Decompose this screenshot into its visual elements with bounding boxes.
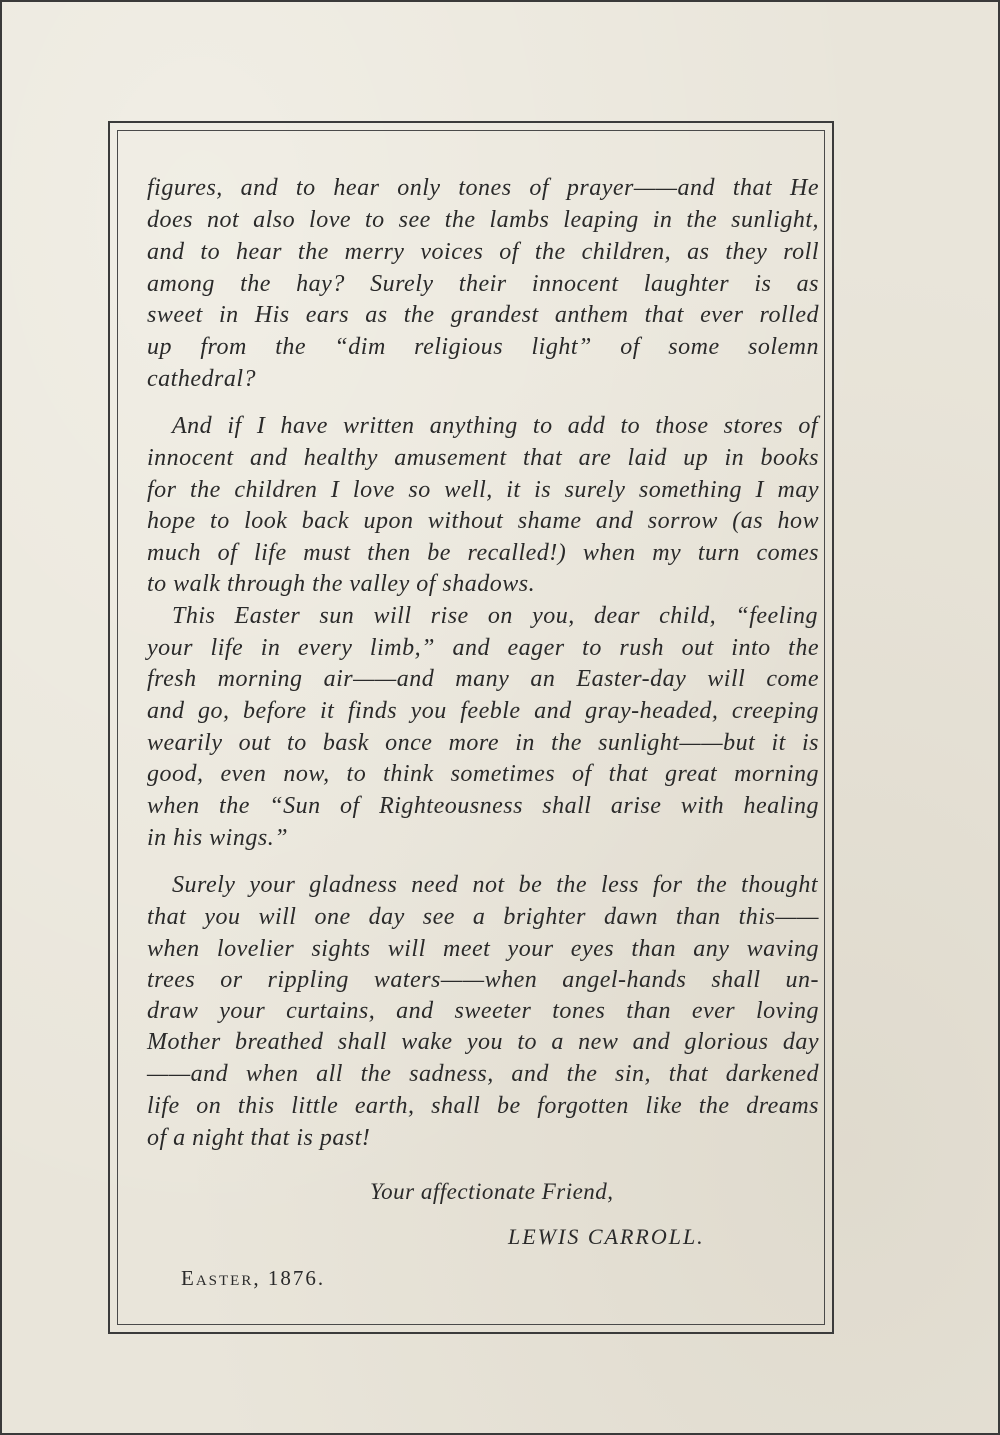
text-line: Mother breathed shall wake you to a new and glorious day [147,1029,819,1055]
text-line: fresh morning air——and many an Easter-day will come [147,666,819,692]
text-line: up from the “dim religious light” of some solemn [147,334,819,360]
text-line: of a night that is past! [147,1125,371,1151]
text-line: does not also love to see the lambs leaping in the sunlight, [147,207,819,233]
text-line: in his wings.” [147,825,289,851]
text-line: when the “Sun of Righteousness shall arise with healing [147,793,819,819]
text-line: hope to look back upon without shame and sorrow (as how [147,508,819,534]
text-line: innocent and healthy amusement that are laid up in books [147,445,819,471]
text-line: cathedral? [147,366,256,392]
date-line: Easter, 1876. [181,1266,326,1290]
text-line: that you will one day see a brighter dawn than this—— [147,904,819,930]
text-line: ——and when all the sadness, and the sin, that darkened [147,1061,819,1087]
text-line: for the children I love so well, it is surely something I may [147,477,819,503]
text-line: Surely your gladness need not be the less for the thought [172,872,818,898]
text-line: trees or rippling waters——when angel-hands shall un- [147,967,819,993]
text-line: sweet in His ears as the grandest anthem that ever rolled [147,302,819,328]
text-line: when lovelier sights will meet your eyes than any waving [147,936,819,962]
text-line: draw your curtains, and sweeter tones than ever loving [147,998,819,1024]
author-signature: LEWIS CARROLL. [508,1224,705,1249]
text-line: This Easter sun will rise on you, dear child, “feeling [172,603,818,629]
text-line: And if I have written anything to add to those stores of [172,413,818,439]
text-line: much of life must then be recalled!) when my turn comes [147,540,819,566]
text-line: wearily out to bask once more in the sunlight——but it is [147,730,819,756]
signoff: Your affectionate Friend, [370,1179,614,1204]
text-line: to walk through the valley of shadows. [147,571,536,597]
text-line: your life in every limb,” and eager to rush out into the [147,635,819,661]
text-line: figures, and to hear only tones of prayer——and that He [147,175,819,201]
text-line: good, even now, to think sometimes of that great morning [147,761,819,787]
text-line: among the hay? Surely their innocent laughter is as [147,271,819,297]
text-line: life on this little earth, shall be forgotten like the dreams [147,1093,819,1119]
text-line: and go, before it finds you feeble and gray-headed, creeping [147,698,819,724]
text-line: and to hear the merry voices of the children, as they roll [147,239,819,265]
